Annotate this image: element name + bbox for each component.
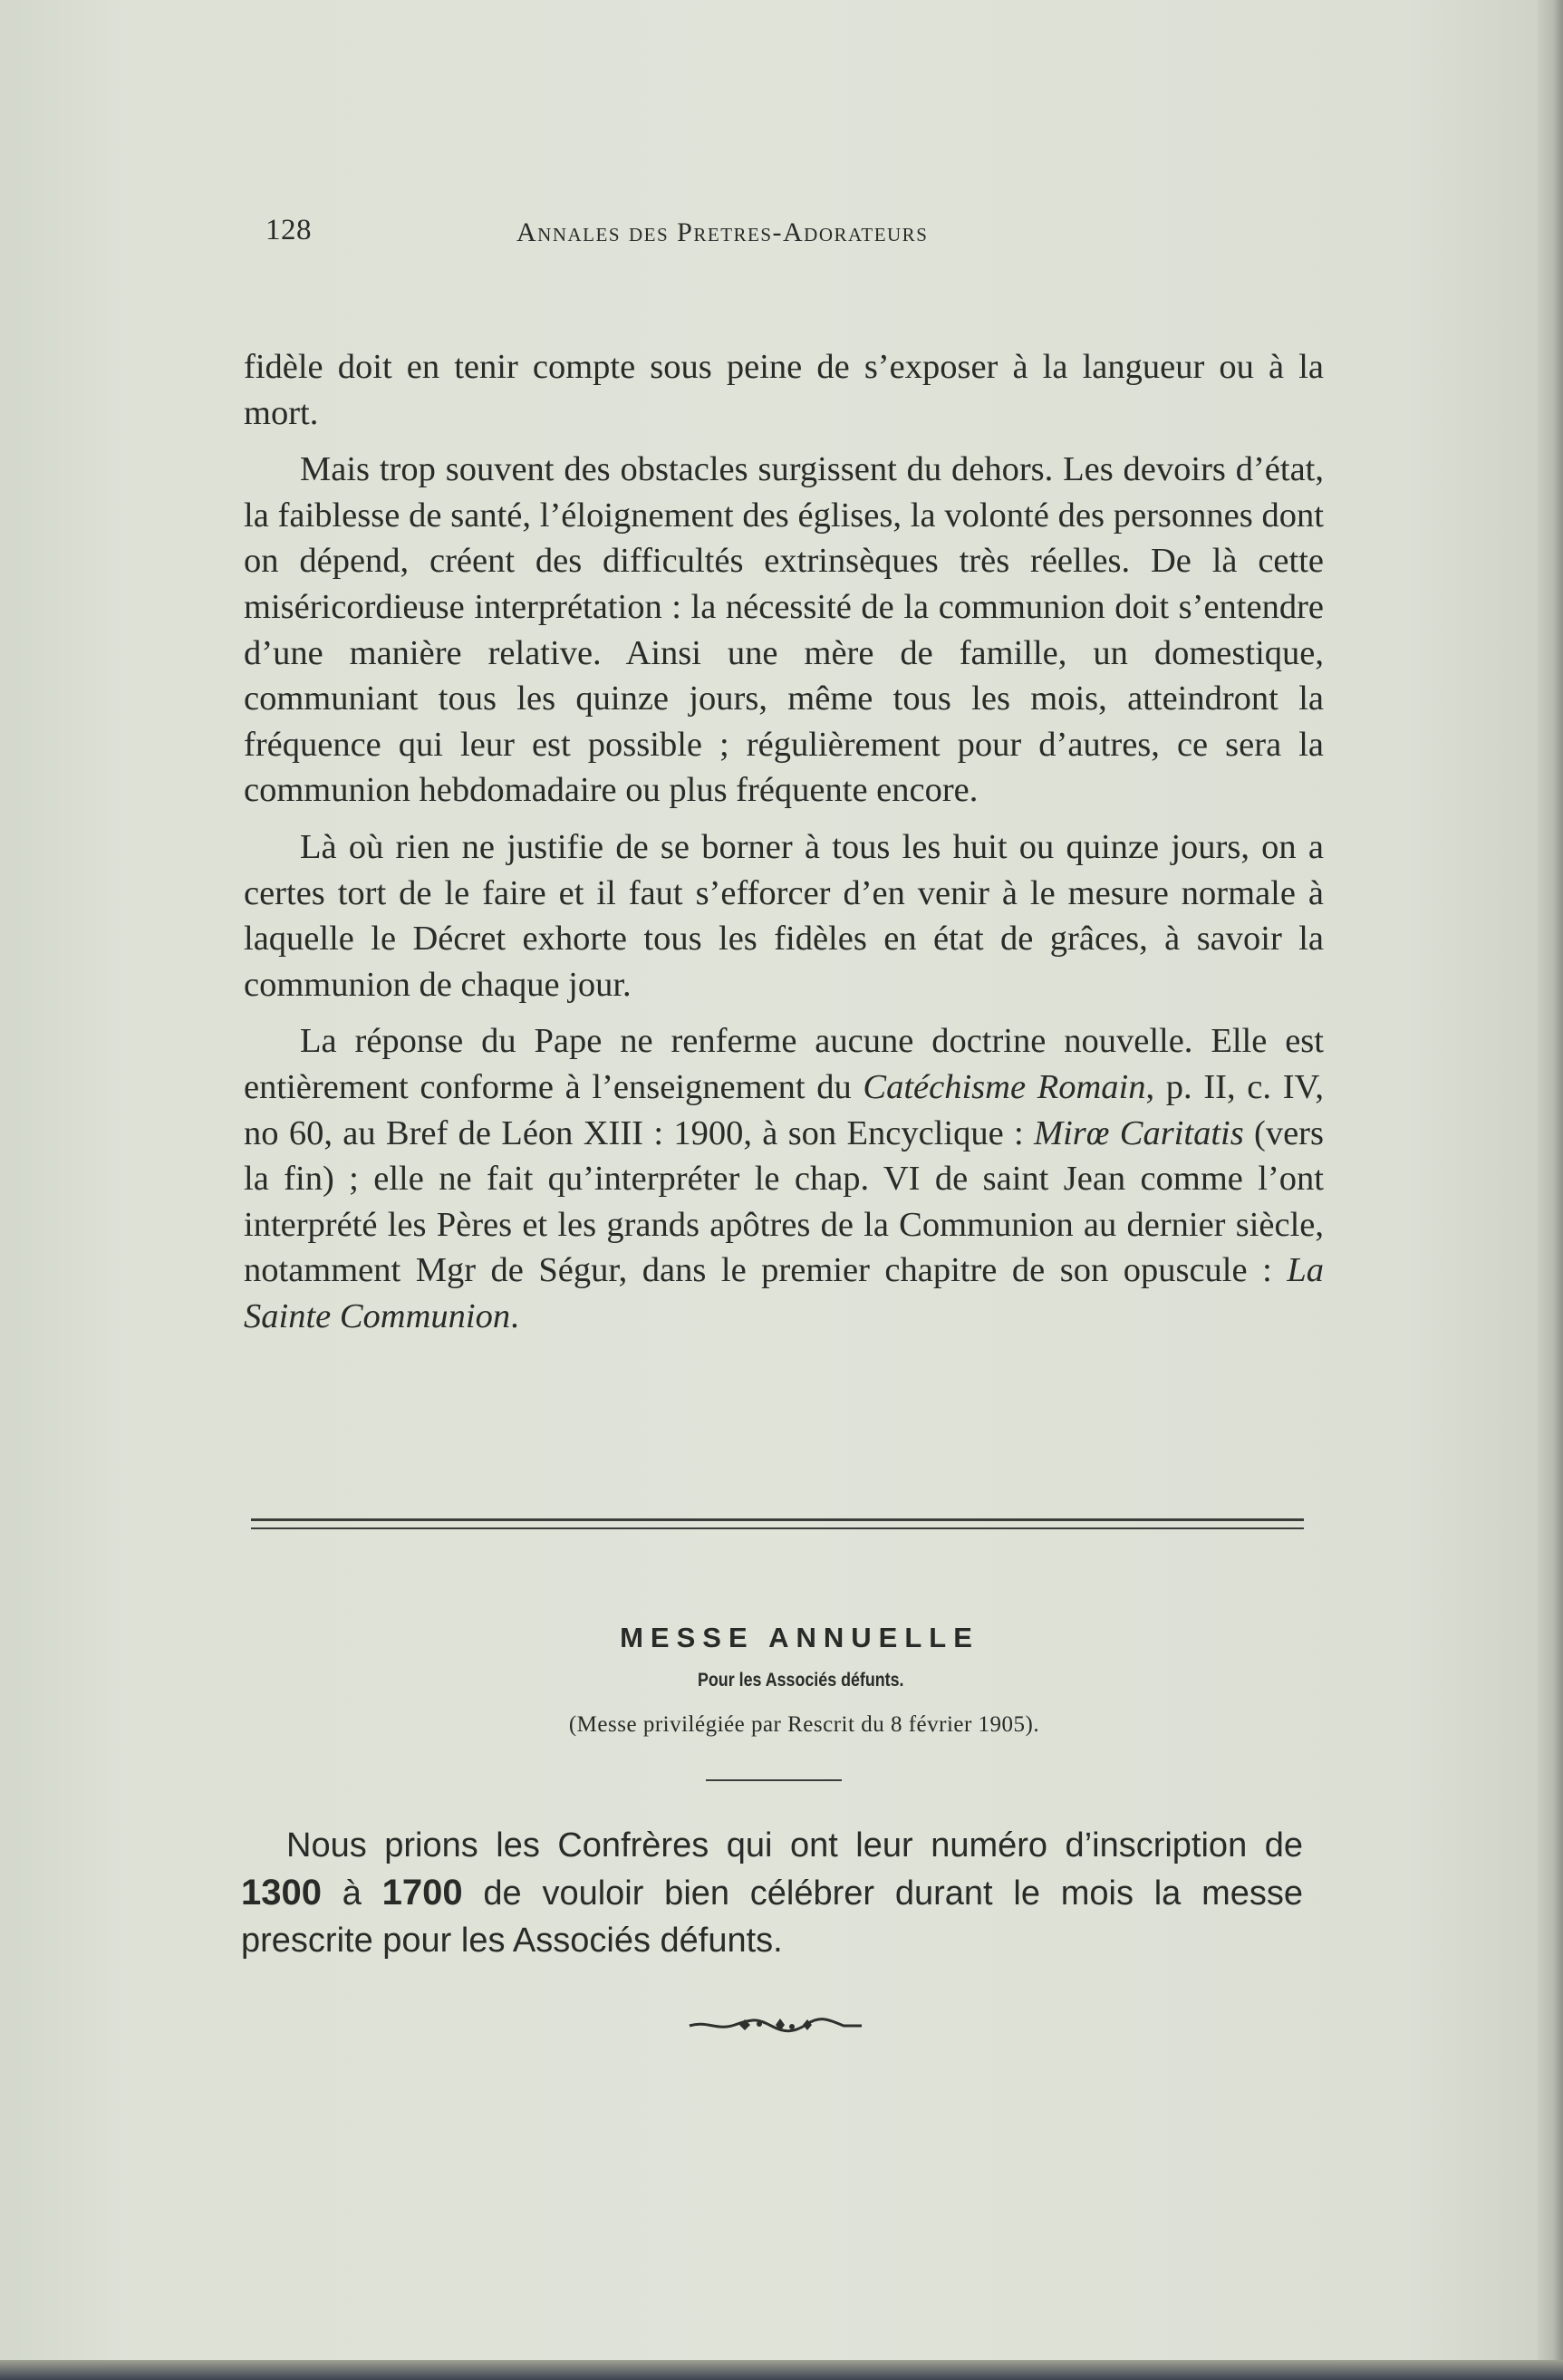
notice-text-2: à (321, 1874, 382, 1913)
page-edge-right (1538, 0, 1563, 2380)
page-edge-bottom (0, 2360, 1563, 2380)
notice-number-start: 1300 (241, 1873, 322, 1913)
notice-paragraph (241, 1822, 1303, 1964)
paragraph-4-text-3: (vers la fin) ; elle ne fait qu’interpréter le chap. VI de saint Jean comme l’ont interprété les Pères et les grands apôtres de la Communion au dernier siècle, notamment Mgr de Ségur, dans le premier chapitre de son opuscule : (244, 1113, 1324, 1290)
paragraph-4 (244, 1018, 1324, 1339)
paragraph-4-text-1: La réponse du Pape ne renferme aucune doctrine nouvelle. Elle est entièrement conforme à l’enseignement du (244, 1022, 1324, 1106)
page-number: 128 (265, 214, 312, 246)
paragraph-4-text-4: . (510, 1296, 519, 1335)
short-rule (706, 1779, 842, 1781)
citation-catechisme: Catéchisme Romain (863, 1067, 1146, 1106)
divider-line-thin (251, 1527, 1304, 1529)
paragraph-4-text-2: , p. II, c. IV, no 60, au Bref de Léon XIII : 1900, à son Encyclique : (244, 1067, 1324, 1152)
citation-encyclique: Mirœ Caritatis (1034, 1113, 1244, 1152)
section-divider (251, 1518, 1304, 1533)
divider-line-thick (251, 1518, 1304, 1521)
section-subtitle: Pour les Associés défunts. (697, 1670, 904, 1691)
paragraph-2: Mais trop souvent des obstacles surgissent du dehors. Les devoirs d’état, la faiblesse de santé, l’éloignement des églises, la volonté des personnes dont on dépend, créent des difficultés extrinsèques très réelles. De là cette miséricordieuse interprétation : la nécessité de la communion doit s’entendre d’une manière relative. Ainsi une mère de famille, un domestique, communiant tous les quinze jours, même tous les mois, atteindront la fréquence qui leur est possible ; régulièrement pour d’autres, ce sera la communion hebdomadaire ou plus fréquente encore. (244, 450, 1324, 810)
paragraph-1: fidèle doit en tenir compte sous peine de s’exposer à la langueur ou à la mort. (244, 348, 1324, 432)
notice-text-3: de vouloir bien célébrer durant le mois la messe prescrite pour les Associés défunts. (241, 1874, 1303, 1960)
paragraph-3: Là où rien ne justifie de se borner à tous les huit ou quinze jours, on a certes tort de le faire et il faut s’efforcer d’en venir à le mesure normale à laquelle le Décret exhorte tous les fidèles en état de grâces, à savoir la communion de chaque jour. (244, 827, 1324, 1004)
body-text (244, 344, 1324, 1350)
section-title: MESSE ANNUELLE (620, 1622, 979, 1653)
notice-text-1: Nous prions les Confrères qui ont leur numéro d’inscription de (286, 1826, 1303, 1864)
running-title: Annales des Pretres-Adorateurs (516, 217, 929, 247)
page-header (0, 214, 1563, 268)
citation-sainte-communion: La Sainte Communion (244, 1251, 1324, 1335)
notice-indent (241, 1826, 286, 1864)
section-note: (Messe privilégiée par Rescrit du 8 février 1905). (568, 1712, 1040, 1737)
notice-number-end: 1700 (381, 1873, 463, 1913)
ornament-icon (685, 2011, 866, 2038)
